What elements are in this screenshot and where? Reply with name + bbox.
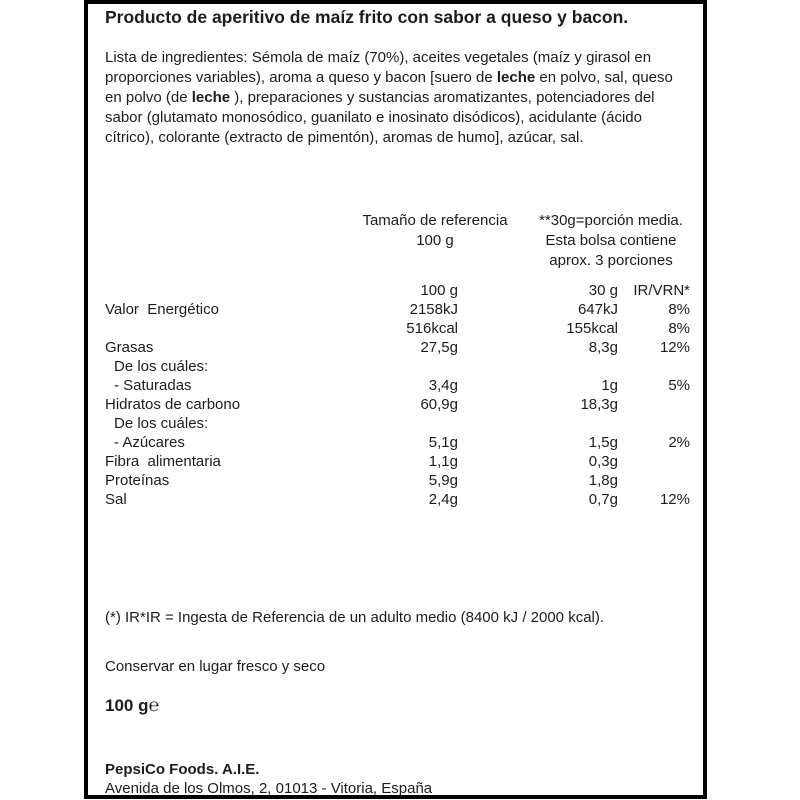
value-ir: 8%	[668, 301, 690, 318]
table-row-salt	[105, 490, 690, 509]
table-row-carbohydrate	[105, 395, 690, 414]
value-per-30g: 647kJ	[577, 301, 618, 318]
table-row-fat	[105, 338, 690, 357]
value-per-30g: 1,5g	[588, 434, 618, 451]
table-row-of-which-carbs	[105, 414, 690, 433]
ingredients-text: ), preparaciones y sustancias aromatizantes, potenciadores del sabor (glutamato monosódico, guanilato e inosinato disódicos), acidulante (ácido cítrico), colorante (extracto de pimentón), aromas de humo], azúcar, sal.	[105, 89, 655, 146]
value-ir	[618, 395, 690, 414]
value-per-30g: 1,8g	[588, 472, 618, 489]
value-ir	[618, 414, 690, 433]
table-row-energy	[105, 300, 690, 319]
nutrient-label: - Azúcares	[114, 434, 185, 451]
value-per-100g	[363, 357, 458, 376]
value-ir: 12%	[659, 491, 690, 508]
value-per-30g: 8,3g	[588, 339, 618, 356]
allergen-milk: leche	[191, 89, 231, 106]
header-empty	[105, 281, 363, 300]
serving-header	[105, 211, 690, 275]
nutrient-label: Valor Energético	[105, 301, 219, 318]
serving-reference-line: 100 g	[416, 232, 454, 249]
value-per-100g: 60,9g	[420, 396, 458, 413]
value-ir: 5%	[668, 377, 690, 394]
value-ir: 8%	[668, 320, 690, 337]
portion-note-line: **30g=porción media.	[539, 212, 683, 229]
value-ir: 2%	[668, 434, 690, 451]
nutrient-label: Proteínas	[105, 472, 170, 489]
portion-note	[513, 211, 707, 271]
ingredients-text: Lista de ingredientes: Sémola de maíz (70%), aceites vegetales (maíz y girasol en proporciones variables), aroma a queso y bacon [suero de	[105, 49, 652, 86]
table-row-of-which-fat	[105, 357, 690, 376]
value-per-30g: 155kcal	[566, 320, 618, 337]
value-per-100g	[363, 414, 458, 433]
product-label	[84, 0, 707, 799]
ingredients-paragraph	[105, 48, 690, 148]
value-per-100g: 516kcal	[406, 320, 458, 337]
nutrition-table	[105, 281, 690, 509]
nutrient-label: De los cuáles:	[114, 358, 209, 375]
value-ir	[618, 471, 690, 490]
net-weight-value: 100 g	[105, 696, 149, 715]
serving-reference-line: Tamaño de referencia	[362, 212, 508, 229]
table-row-fibre	[105, 452, 690, 471]
manufacturer-info	[105, 760, 690, 798]
table-header-row	[105, 281, 690, 300]
manufacturer-address: Avenida de los Olmos, 2, 01013 - Vitoria, España	[105, 780, 433, 797]
value-ir	[618, 357, 690, 376]
value-per-100g: 5,1g	[428, 434, 458, 451]
nutrient-label: De los cuáles:	[114, 415, 209, 432]
product-title: Producto de aperitivo de maíz frito con sabor a queso y bacon.	[105, 7, 629, 27]
value-per-100g: 5,9g	[428, 472, 458, 489]
estimated-sign: ℮	[148, 695, 160, 715]
reference-intake-footnote: (*) IR*IR = Ingesta de Referencia de un adulto medio (8400 kJ / 2000 kcal).	[105, 609, 605, 626]
table-row-energy-kcal	[105, 319, 690, 338]
value-per-30g	[458, 357, 618, 376]
value-per-30g	[458, 414, 618, 433]
header-ir-vrn: IR/VRN*	[633, 282, 690, 299]
allergen-milk: leche	[496, 69, 536, 86]
manufacturer-name: PepsiCo Foods. A.I.E.	[105, 761, 260, 778]
nutrient-label: Grasas	[105, 339, 154, 356]
header-per-100g: 100 g	[420, 282, 458, 299]
storage-instructions: Conservar en lugar fresco y seco	[105, 658, 326, 675]
table-row-sugars	[105, 433, 690, 452]
nutrient-label: Sal	[105, 491, 127, 508]
nutrient-label: Hidratos de carbono	[105, 396, 241, 413]
serving-reference	[350, 211, 520, 251]
portion-note-line: Esta bolsa contiene	[545, 232, 677, 249]
value-per-100g: 1,1g	[428, 453, 458, 470]
label-content	[88, 4, 703, 795]
value-per-30g: 0,7g	[588, 491, 618, 508]
header-per-30g: 30 g	[588, 282, 618, 299]
ingredients-text: en polvo, sal, queso en polvo (de	[105, 69, 673, 106]
table-row-protein	[105, 471, 690, 490]
nutrient-label: - Saturadas	[114, 377, 192, 394]
value-per-30g: 0,3g	[588, 453, 618, 470]
value-per-100g: 27,5g	[420, 339, 458, 356]
value-per-100g: 2,4g	[428, 491, 458, 508]
nutrient-label	[105, 319, 363, 338]
net-weight	[105, 694, 690, 717]
value-per-30g: 18,3g	[580, 396, 618, 413]
portion-note-line: aprox. 3 porciones	[549, 252, 673, 269]
value-per-100g: 2158kJ	[409, 301, 458, 318]
value-ir: 12%	[659, 339, 690, 356]
nutrient-label: Fibra alimentaria	[105, 453, 221, 470]
value-per-30g: 1g	[601, 377, 618, 394]
value-per-100g: 3,4g	[428, 377, 458, 394]
table-row-saturates	[105, 376, 690, 395]
value-ir	[618, 452, 690, 471]
